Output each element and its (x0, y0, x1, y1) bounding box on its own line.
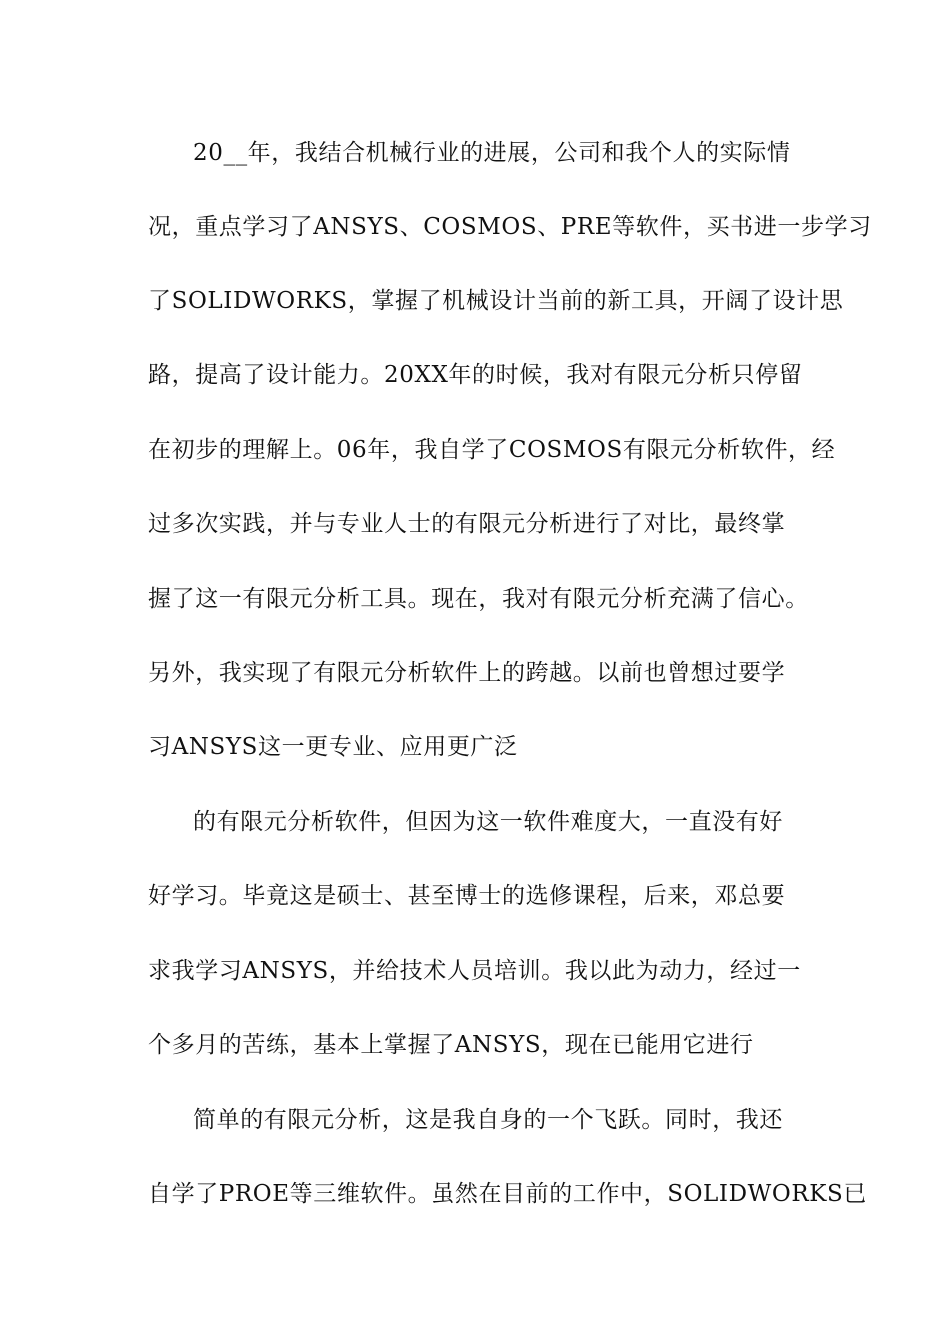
text-line: 简单的有限元分析，这是我自身的一个飞跃。同时，我还 (193, 1107, 783, 1133)
text-line: 个多月的苦练，基本上掌握了ANSYS，现在已能用它进行 (148, 1032, 754, 1058)
text-line: 了SOLIDWORKS，掌握了机械设计当前的新工具，开阔了设计思 (148, 288, 844, 314)
text-line: 握了这一有限元分析工具。现在，我对有限元分析充满了信心。 (148, 586, 809, 612)
text-line: 况，重点学习了ANSYS、COSMOS、PRE等软件，买书进一步学习 (148, 214, 872, 240)
text-line: 的有限元分析软件，但因为这一软件难度大，一直没有好 (193, 809, 783, 835)
text-line: 路，提高了设计能力。20XX年的时候，我对有限元分析只停留 (148, 362, 803, 388)
text-line: 过多次实践，并与专业人士的有限元分析进行了对比，最终掌 (148, 511, 786, 537)
text-line: 20__年，我结合机械行业的进展，公司和我个人的实际情 (193, 140, 791, 166)
text-line: 习ANSYS这一更专业、应用更广泛 (148, 734, 518, 760)
text-line: 自学了PROE等三维软件。虽然在目前的工作中，SOLIDWORKS已 (148, 1181, 868, 1207)
text-line: 另外，我实现了有限元分析软件上的跨越。以前也曾想过要学 (148, 660, 786, 686)
text-line: 求我学习ANSYS，并给技术人员培训。我以此为动力，经过一 (148, 958, 801, 984)
text-line: 在初步的理解上。06年，我自学了COSMOS有限元分析软件，经 (148, 437, 836, 463)
text-line: 好学习。毕竟这是硕士、甚至博士的选修课程，后来，邓总要 (148, 883, 786, 909)
